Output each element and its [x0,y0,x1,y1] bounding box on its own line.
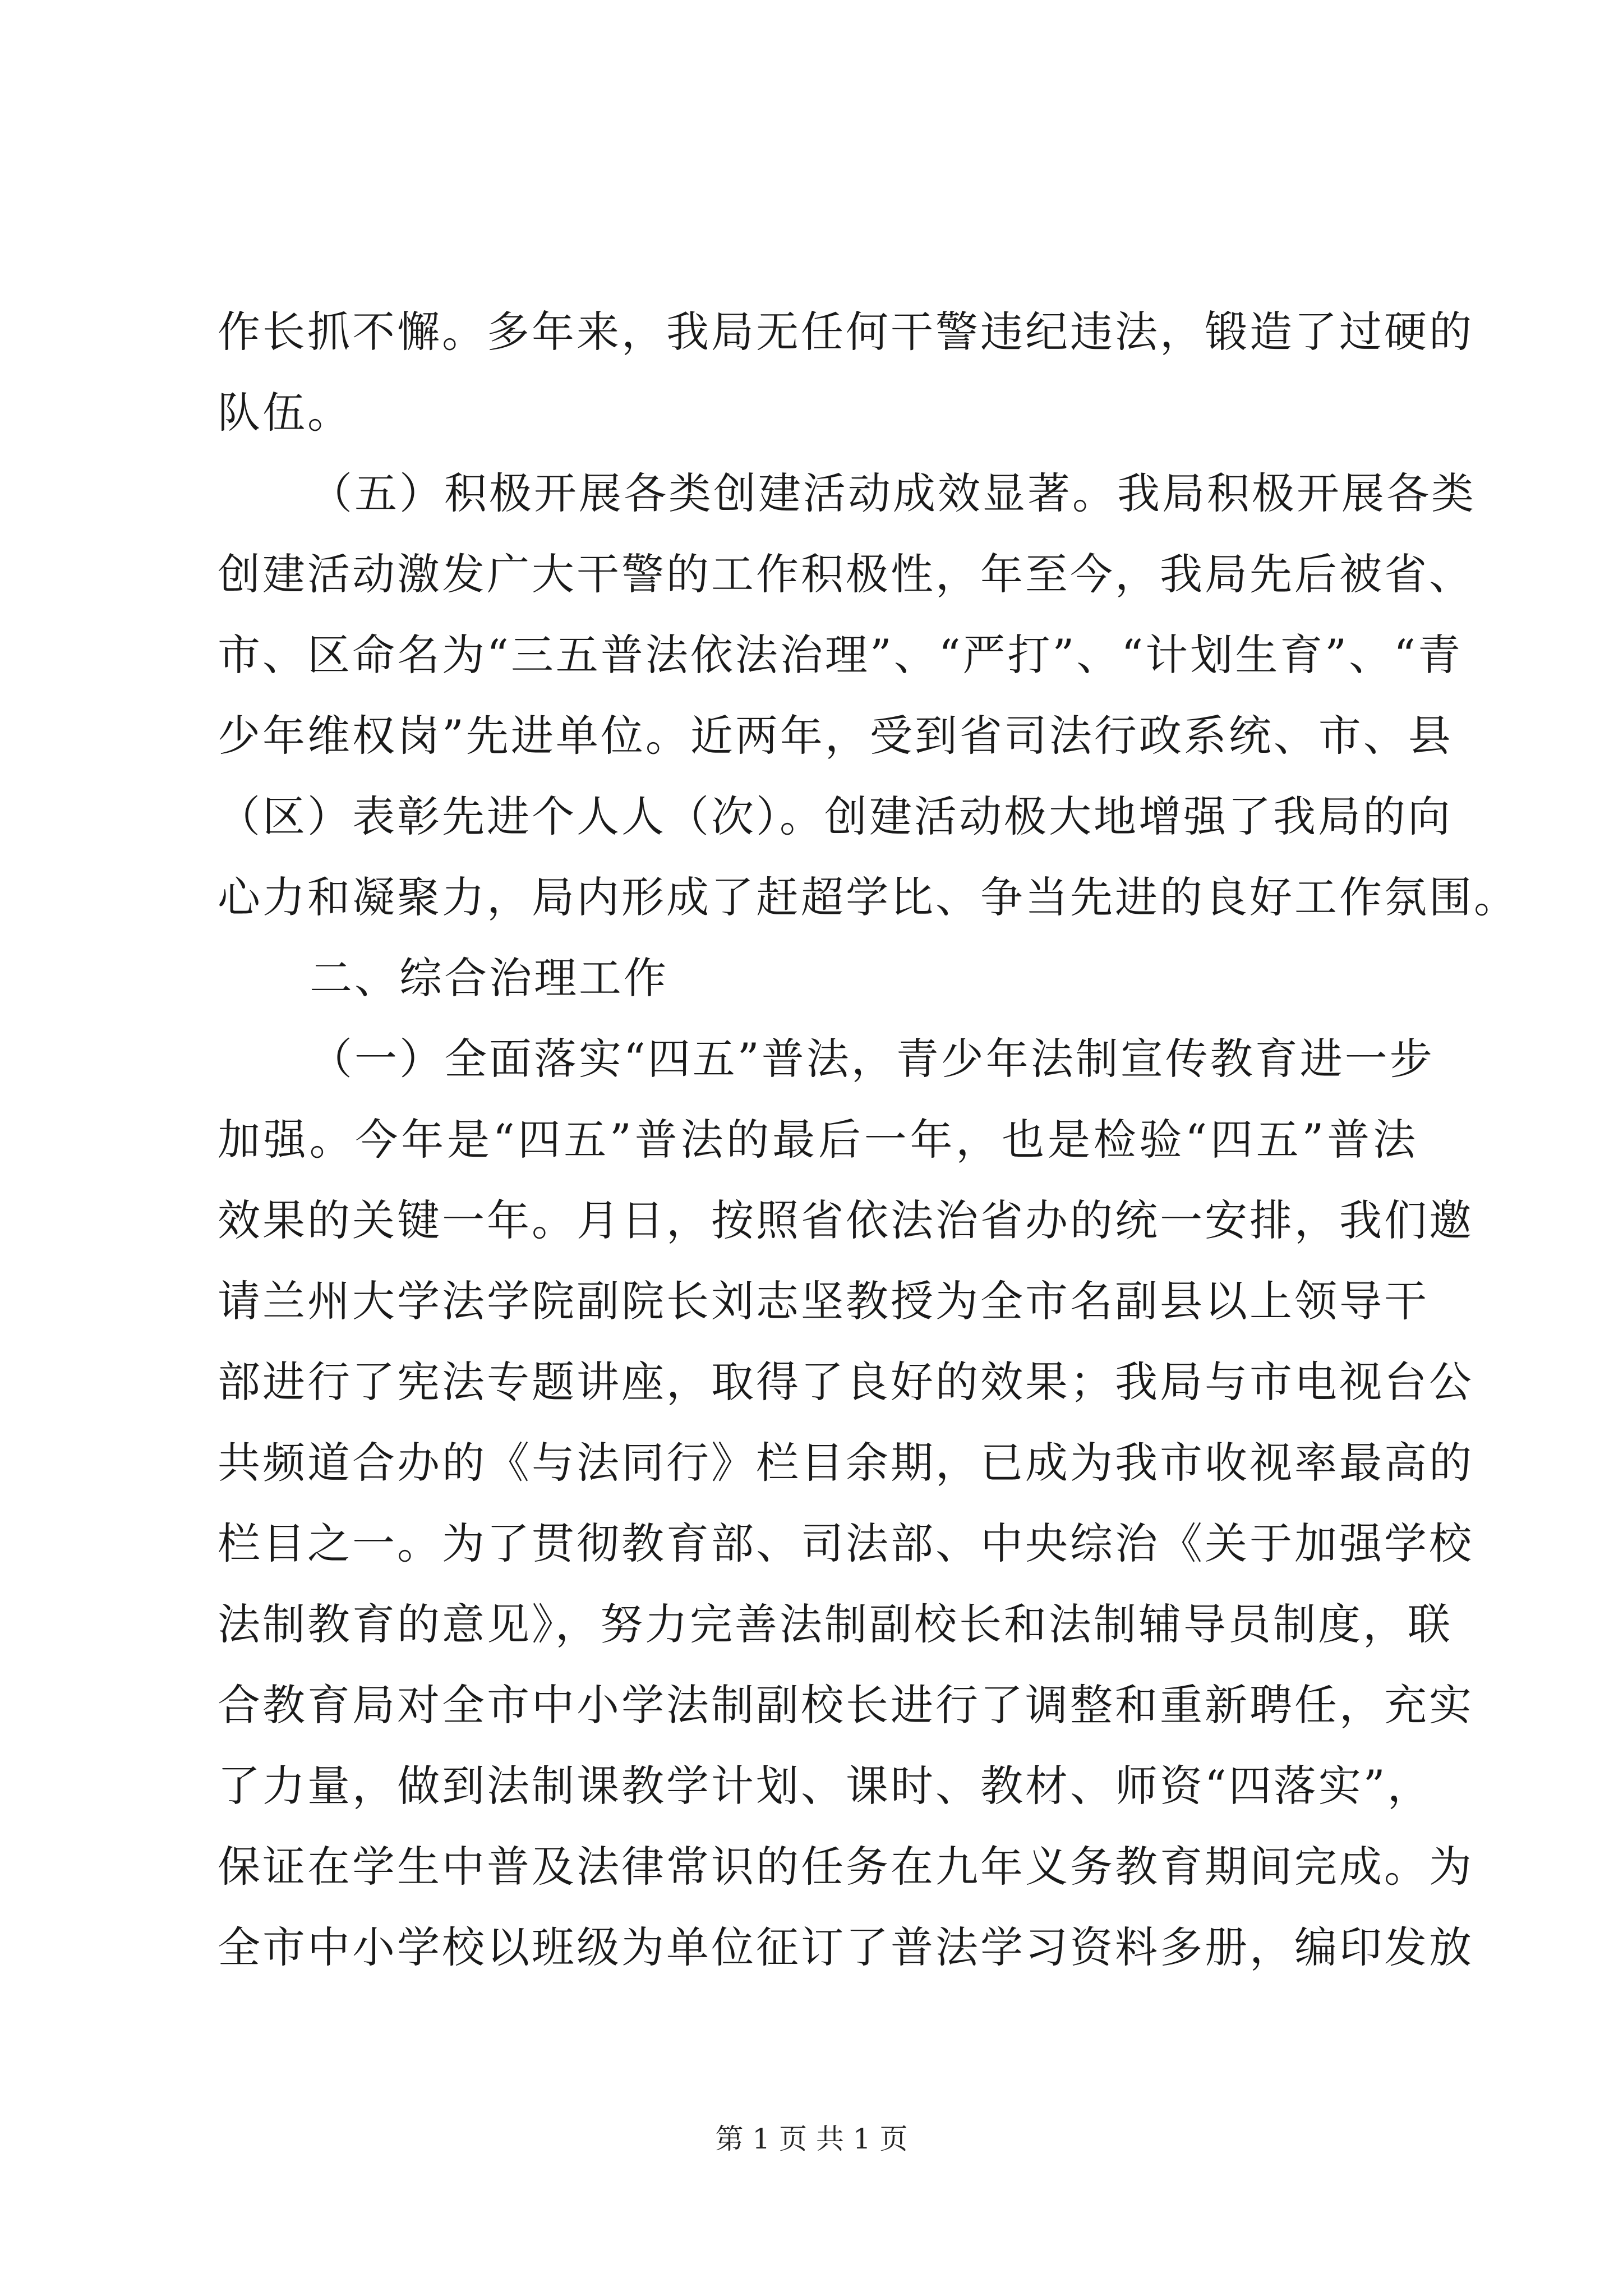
text-line: 效果的关键一年。月日，按照省依法治省办的统一安排，我们邀 [218,1195,1474,1245]
text-line: 部进行了宪法专题讲座，取得了良好的效果；我局与市电视台公 [218,1357,1474,1407]
text-line: 法制教育的意见》，努力完善法制副校长和法制辅导员制度，联 [218,1599,1453,1649]
text-line: 请兰州大学法学院副院长刘志坚教授为全市名副县以上领导干 [218,1276,1429,1326]
text-line: 加强。今年是“四五”普法的最后一年，也是检验“四五”普法 [218,1115,1418,1165]
text-line: 心力和凝聚力，局内形成了赶超学比、争当先进的良好工作氛围。 [218,872,1519,922]
text-line: 了力量，做到法制课教学计划、课时、教材、师资“四落实”， [218,1761,1432,1811]
text-line: 保证在学生中普及法律常识的任务在九年义务教育期间完成。为 [218,1842,1474,1892]
document-body [218,292,1519,1988]
text-line: 作长抓不懈。多年来，我局无任何干警违纪违法，锻造了过硬的 [218,307,1474,357]
text-line: 合教育局对全市中小学法制副校长进行了调整和重新聘任，充实 [218,1680,1474,1730]
text-line: 少年维权岗”先进单位。近两年，受到省司法行政系统、市、县 [218,711,1453,761]
text-line: （区）表彰先进个人人（次）。创建活动极大地增强了我局的向 [218,792,1453,841]
text-line: 创建活动激发广大干警的工作积极性，年至今，我局先后被省、 [218,549,1474,599]
text-line: 队伍。 [218,388,352,438]
page-number-footer: 第 1 页 共 1 页 [715,2123,908,2155]
section-heading: 二、综合治理工作 [310,953,668,1003]
text-line: 栏目之一。为了贯彻教育部、司法部、中央综治《关于加强学校 [218,1519,1474,1568]
text-line: （五）积极开展各类创建活动成效显著。我局积极开展各类 [310,468,1476,518]
text-line: 全市中小学校以班级为单位征订了普法学习资料多册，编印发放 [218,1922,1474,1972]
text-line: 共频道合办的《与法同行》栏目余期，已成为我市收视率最高的 [218,1438,1474,1488]
text-line: 市、区命名为“三五普法依法治理”、“严打”、“计划生育”、“青 [218,630,1463,680]
text-line: （一）全面落实“四五”普法，青少年法制宣传教育进一步 [310,1034,1435,1084]
